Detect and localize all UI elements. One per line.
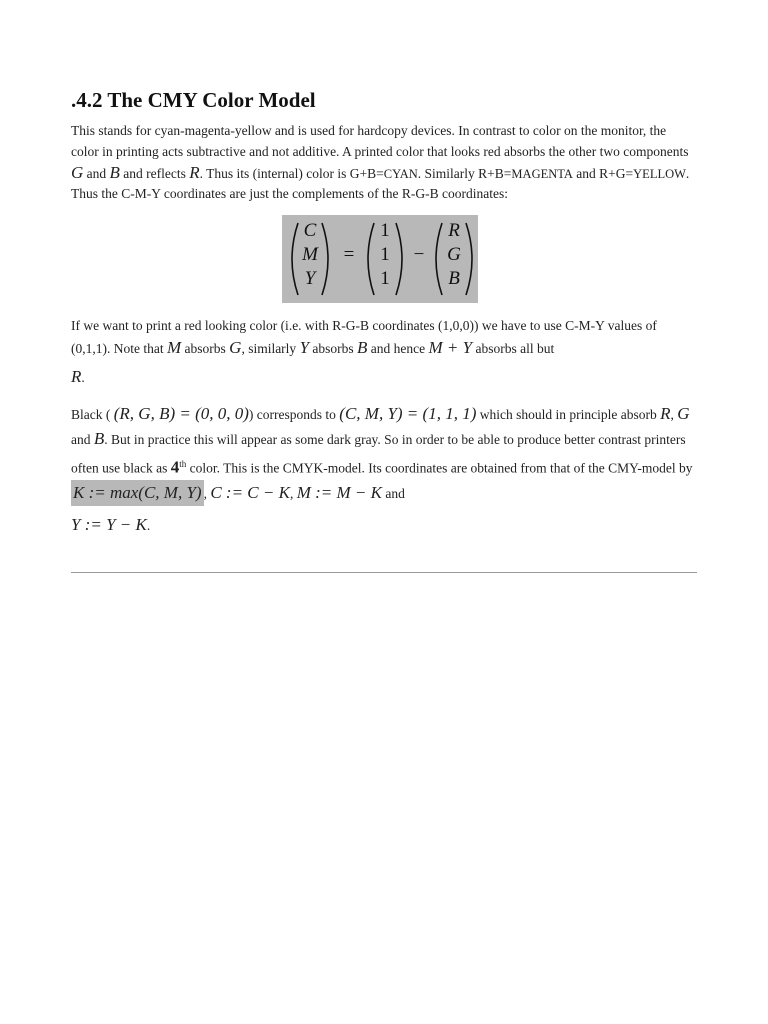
text: This stands for cyan-magenta-yellow and is used for hardcopy devices. In contrast to color on the monitor, the color in printing acts subtractive and not additive. A printed color that looks red absorbs the other two components [71,123,689,159]
math-expr: M := M − K [296,482,382,502]
text: , [670,407,678,423]
matrix-one: 1 [380,220,390,242]
text: . Thus its (internal) color is G+B= [199,165,384,181]
matrix-g: G [447,244,461,266]
matrix-m: M [302,244,318,266]
math-var: B [93,429,105,449]
math-number: 4 [170,457,180,477]
math-var: R [71,367,82,387]
text: Black ( [71,407,114,423]
math-var: Y [299,338,310,358]
text: and [381,485,405,501]
matrix-y: Y [304,268,316,290]
paren-right-3 [466,223,472,295]
highlighted-math-k: K := max(C, M, Y) [71,480,204,506]
paren-left-3 [436,223,442,295]
matrix-r: R [448,220,460,242]
paren-left-2 [368,223,374,295]
math-expr: (R, G, B) = (0, 0, 0) [113,404,249,424]
smallcaps-text: CYAN [383,166,418,181]
math-var: G [677,404,690,424]
text: which should in principle absorb [476,407,661,423]
math-expr: Y := Y − K [71,514,147,534]
smallcaps-text: MAGENTA [511,166,573,181]
paren-right-1 [322,223,328,295]
math-var: R [189,162,200,182]
paragraph-cmyk-end [71,512,697,539]
text: . Thus the C-M-Y coordinates are just the complements of the R-G-B coordinates: [71,165,690,202]
smallcaps-text: YELLOW [633,166,686,181]
math-expr: (C, M, Y) = (1, 1, 1) [339,404,477,424]
math-expr: M + Y [428,338,473,358]
equals-sign: = [343,244,355,266]
matrix-one: 1 [380,268,390,290]
matrix-one: 1 [380,244,390,266]
cmy-formula [282,215,478,303]
paragraph-intro [71,121,697,205]
text: ) corresponds to [248,407,340,423]
text: color. This is the CMYK-model. Its coordinates are obtained from that of the CMY-model by [186,460,693,476]
paren-left-1 [292,223,298,295]
math-var: M [166,338,182,358]
horizontal-divider [71,572,697,573]
paren-right-2 [396,223,402,295]
math-var: R [660,404,671,424]
matrix-b: B [448,268,460,290]
superscript: th [179,459,187,470]
formula-svg [282,215,478,303]
math-var: G [71,162,84,182]
matrix-c: C [303,220,317,242]
math-expr: C := C − K [210,482,290,502]
text: absorbs [309,341,358,357]
math-var: B [357,338,368,358]
text: and [83,165,110,181]
math-var: G [229,338,242,358]
document-page [71,84,697,539]
paragraph-red-example [71,315,697,394]
section-title: .4.2 The CMY Color Model [71,88,316,112]
text: and reflects [119,165,190,181]
text: . Similarly R+B= [417,165,512,181]
minus-sign: − [413,244,425,266]
text: absorbs [181,341,230,357]
text: . But in practice this will appear as some dark gray. So in order to be able to produce better contrast printers often use black as [71,432,686,476]
text: , similarly [241,341,300,357]
text: . [146,517,151,533]
text: and [71,432,94,448]
math-var: B [109,162,120,182]
paragraph-cmyk [71,402,697,506]
text: and R+G= [572,165,634,181]
text: . [81,370,85,386]
text: If we want to print a red looking color (i.e. with R-G-B coordinates (1,0,0)) we have to use C-M-Y values of (0,1,1). Note that [71,318,657,357]
text: , [289,485,297,501]
text: absorbs all but [472,341,555,357]
text: and hence [367,341,429,357]
text: , [203,485,211,501]
